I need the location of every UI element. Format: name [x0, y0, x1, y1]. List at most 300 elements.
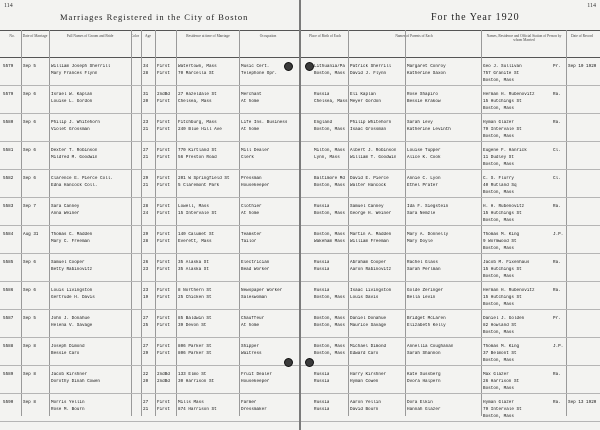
right-page-title: For the Year 1920: [431, 12, 520, 23]
cell-g-occ: Merchant: [241, 92, 262, 97]
cell-g-mother: Ida F. Siegstein: [407, 204, 449, 209]
cell-off3: Boston, Mass: [483, 78, 514, 83]
cell-g-res: Mills Mass: [178, 400, 204, 405]
cell-g-mother: Kate Sussberg: [407, 372, 441, 377]
cell-b-nth: First: [157, 267, 170, 272]
table-row: [0, 114, 299, 142]
cell-b-mother: Bella Levin: [407, 295, 436, 300]
cell-b-age: 21: [143, 407, 149, 412]
cell-b-age: 20: [143, 99, 149, 104]
cell-date: Aug 31: [23, 232, 39, 237]
cell-no: 5585: [3, 260, 14, 265]
cell-off2: 757 Granite St: [483, 71, 520, 76]
cell-b-age: 29: [143, 351, 149, 356]
cell-bride: Violet Grossman: [51, 127, 90, 132]
cell-g-occ: Shipper: [241, 344, 260, 349]
cell-off3: Boston, Mass: [483, 162, 514, 167]
cell-g-occ: Clothier: [241, 204, 262, 209]
cell-b-nth: First: [157, 71, 170, 76]
cell-b-occ: Telephone Opr.: [241, 71, 278, 76]
cell-groom: Jacob Kirshner: [51, 372, 88, 377]
cell-g-occ: Mill Dealer: [241, 148, 270, 153]
header-residence: Residence at time of Marriage: [186, 34, 230, 38]
cell-date: Sep 8: [23, 372, 36, 377]
cell-b-age: 21: [143, 127, 149, 132]
cell-off-role: J.P.: [553, 232, 564, 237]
cell-g-mother: Annie C. Lyon: [407, 176, 441, 181]
table-row: [301, 170, 600, 198]
cell-off3: Boston, Mass: [483, 246, 514, 251]
cell-g-birth: England: [314, 120, 333, 125]
cell-no: 5580: [3, 120, 14, 125]
cell-g-nth: First: [157, 176, 170, 181]
cell-g-nth: 2ndBd: [157, 92, 170, 97]
cell-off2: 15 Hutchings St: [483, 211, 522, 216]
cell-bride: Mary C. Freeman: [51, 239, 90, 244]
cell-groom: Israel W. Kaplan: [51, 92, 93, 97]
cell-g-mother: Annellia Coughanan: [407, 344, 454, 349]
table-row: [301, 58, 600, 86]
header-record: Date of Record: [571, 34, 593, 38]
cell-b-mother: Katherine Saxon: [407, 71, 446, 76]
cell-groom: Joseph Dimond: [51, 344, 85, 349]
cell-date: Sep 7: [23, 204, 36, 209]
right-column-headers: [301, 30, 600, 58]
cell-b-age: 24: [143, 211, 149, 216]
cell-off1: Eugene F. Hanrick: [483, 148, 527, 153]
cell-off3: Boston, Mass: [483, 106, 514, 111]
cell-g-mother: Sarah Levy: [407, 120, 433, 125]
cell-g-birth: Russia: [314, 400, 330, 405]
cell-g-age: 27: [143, 400, 149, 405]
cell-off2: 79 Intervale St: [483, 127, 522, 132]
cell-groom: Clarence E. Pierce Coll.: [51, 176, 113, 181]
cell-b-age: 21: [143, 155, 149, 160]
cell-off1: H. H. Rubenovitz: [483, 204, 525, 209]
cell-b-birth: Boston, Mass: [314, 183, 345, 188]
cell-g-res: 133 Elmo St: [178, 372, 207, 377]
cell-groom: Dexter T. Robinson: [51, 148, 98, 153]
cell-b-father: Aaron Rabinovitz: [350, 267, 392, 272]
cell-b-mother: Hannah Glazer: [407, 407, 441, 412]
table-row: [0, 282, 299, 310]
cell-g-nth: First: [157, 64, 170, 69]
cell-g-res: 8 Northern St: [178, 288, 212, 293]
table-row: [0, 86, 299, 114]
cell-b-occ: Bead Worker: [241, 267, 270, 272]
cell-b-nth: First: [157, 155, 170, 160]
cell-g-mother: Rachel Glass: [407, 260, 438, 265]
cell-off3: Boston, Mass: [483, 386, 514, 391]
cell-b-father: Walter Hancock: [350, 183, 387, 188]
cell-b-occ: Dressmaker: [241, 407, 267, 412]
cell-g-age: 27: [143, 148, 149, 153]
cell-b-father: Isaac Grossman: [350, 127, 387, 132]
cell-b-father: Maurice Savage: [350, 323, 387, 328]
table-row: [0, 198, 299, 226]
cell-bride: Helena V. Savage: [51, 323, 93, 328]
cell-no: 5583: [3, 204, 14, 209]
cell-b-mother: Bessie Krakow: [407, 99, 441, 104]
cell-b-father: William Freeman: [350, 239, 389, 244]
right-page: [301, 0, 600, 430]
table-row: [0, 310, 299, 338]
cell-date: Sep 8: [23, 344, 36, 349]
cell-b-nth: 2ndBd: [157, 379, 170, 384]
cell-bride: Mary Frances Flynn: [51, 71, 98, 76]
cell-b-mother: Sarah Perlman: [407, 267, 441, 272]
cell-groom: Sara Canney: [51, 204, 80, 209]
cell-b-res: Chelsea, Mass: [178, 99, 212, 104]
cell-g-father: Patrick Sherrill: [350, 64, 392, 69]
table-row: [0, 254, 299, 282]
table-row: [0, 58, 299, 86]
cell-g-father: Michael Dimond: [350, 344, 387, 349]
cell-g-mother: Rose Shapiro: [407, 92, 438, 97]
cell-b-mother: Elizabeth Kelly: [407, 323, 446, 328]
cell-off2: 15 Hutchings St: [483, 267, 522, 272]
cell-g-mother: Bridget McLaren: [407, 316, 446, 321]
cell-g-birth: Russia: [314, 204, 330, 209]
cell-g-father: Aaron Yellin: [350, 400, 381, 405]
cell-b-father: David Bourn: [350, 407, 379, 412]
cell-off1: Max Glazer: [483, 372, 509, 377]
cell-g-occ: Pressman: [241, 176, 262, 181]
cell-b-birth: Chelsea, Mass: [314, 99, 348, 104]
cell-off-role: Cl.: [553, 148, 561, 153]
cell-g-age: 23: [143, 288, 149, 293]
cell-date: Sep 6: [23, 176, 36, 181]
left-page-title: Marriages Registered in the City of Boston: [60, 12, 249, 22]
cell-off2: 82 Howland St: [483, 323, 517, 328]
cell-g-father: Eli Kaplan: [350, 92, 376, 97]
cell-no: 5590: [3, 400, 14, 405]
cell-b-nth: First: [157, 351, 170, 356]
cell-b-res: Everett, Mass: [178, 239, 212, 244]
cell-b-res: 56 Preston Road: [178, 155, 217, 160]
cell-g-birth: Boston, Mass: [314, 232, 345, 237]
cell-b-occ: At home: [241, 99, 260, 104]
cell-date: Sep 8: [23, 400, 36, 405]
cell-off1: Daniel J. Golden: [483, 316, 525, 321]
binding-hole: [284, 358, 293, 367]
table-row: [301, 394, 600, 422]
cell-g-birth: Russia: [314, 372, 330, 377]
cell-g-father: Abraham Cooper: [350, 260, 387, 265]
cell-g-res: 770 Kirtland St: [178, 148, 217, 153]
cell-bride: Betty Rabinovitz: [51, 267, 93, 272]
cell-b-occ: Waitress: [241, 351, 262, 356]
cell-no: 5587: [3, 316, 14, 321]
table-row: [0, 394, 299, 422]
cell-off1: Hyman Glazer: [483, 120, 514, 125]
cell-off2: 26 Harrison St: [483, 379, 520, 384]
cell-g-occ: Newspaper Worker: [241, 288, 283, 293]
cell-date: Sep 5: [23, 64, 36, 69]
cell-off2: 79 Intervale St: [483, 407, 522, 412]
cell-g-nth: First: [157, 260, 170, 265]
cell-b-res: 30 Harrison St: [178, 379, 215, 384]
cell-g-occ: Teamster: [241, 232, 262, 237]
cell-g-father: Harry Kirshner: [350, 372, 387, 377]
cell-b-age: 28: [143, 239, 149, 244]
cell-off-role: Pr.: [553, 316, 561, 321]
cell-b-birth: Russia: [314, 407, 330, 412]
binding-hole: [305, 358, 314, 367]
cell-off3: Boston, Mass: [483, 218, 514, 223]
cell-bride: Rose M. Bourn: [51, 407, 85, 412]
cell-b-age: 20: [143, 379, 149, 384]
cell-g-age: 34: [143, 64, 149, 69]
cell-b-mother: Alice K. Cook: [407, 155, 441, 160]
cell-b-birth: Boston, Mass: [314, 127, 345, 132]
cell-g-nth: First: [157, 232, 170, 237]
cell-g-father: David E. Pierce: [350, 176, 389, 181]
cell-date: Sep 6: [23, 288, 36, 293]
cell-g-res: 35 Alaska St: [178, 260, 209, 265]
cell-groom: William Joseph Sherrill: [51, 64, 111, 69]
cell-b-occ: At home: [241, 211, 260, 216]
cell-off1: C. S. Flurry: [483, 176, 514, 181]
table-row: [0, 226, 299, 254]
cell-off-role: Ra.: [553, 372, 561, 377]
cell-no: 5582: [3, 176, 14, 181]
cell-rec: Sep 10 1920: [568, 64, 597, 69]
cell-b-occ: Clerk: [241, 155, 254, 160]
cell-off1: Herman H. Rubenovitz: [483, 92, 535, 97]
cell-date: Sep 6: [23, 260, 36, 265]
cell-b-birth: Russia: [314, 379, 330, 384]
left-column-headers: [0, 30, 299, 58]
cell-off1: Thomas M. King: [483, 344, 520, 349]
cell-g-mother: Louise Tupper: [407, 148, 441, 153]
cell-g-mother: Golde Zeringer: [407, 288, 444, 293]
cell-g-father: Philip Whitehorn: [350, 120, 392, 125]
cell-g-res: Watertown, Mass: [178, 64, 217, 69]
cell-b-father: George H. Weiner: [350, 211, 392, 216]
cell-g-res: 85 Baldwin St: [178, 316, 212, 321]
left-page: [0, 0, 299, 430]
cell-g-age: 26: [143, 260, 149, 265]
cell-bride: Edna Hancock Coll.: [51, 183, 98, 188]
cell-b-father: William T. Goodwin: [350, 155, 397, 160]
cell-g-occ: Farmer: [241, 400, 257, 405]
cell-g-birth: Lithuania/Pa: [314, 64, 345, 69]
table-row: [301, 198, 600, 226]
cell-no: 5589: [3, 372, 14, 377]
cell-b-nth: First: [157, 99, 170, 104]
cell-g-birth: Boston, Mass: [314, 344, 345, 349]
table-row: [0, 366, 299, 394]
cell-b-res: 70 Marcella St: [178, 71, 215, 76]
cell-b-birth: Boston, Mass: [314, 351, 345, 356]
cell-b-mother: Sarah Shannon: [407, 351, 441, 356]
cell-g-father: Albert J. Robinson: [350, 148, 397, 153]
cell-b-nth: First: [157, 183, 170, 188]
cell-g-mother: Mary A. Donnelly: [407, 232, 449, 237]
cell-off3: Boston, Mass: [483, 414, 514, 419]
cell-off2: 40 Rutland Sq: [483, 183, 517, 188]
cell-off1: Geo J. Sullivan: [483, 64, 522, 69]
cell-g-birth: Milton, Mass: [314, 148, 345, 153]
cell-g-occ: Electrician: [241, 260, 270, 265]
cell-b-occ: At home: [241, 323, 260, 328]
cell-g-res: 806 Parker St: [178, 344, 212, 349]
cell-off-role: J.P.: [553, 344, 564, 349]
cell-no: 5586: [3, 288, 14, 293]
cell-g-birth: Russia: [314, 92, 330, 97]
cell-bride: Dorothy Dinah Cowen: [51, 379, 100, 384]
cell-b-mother: Dvora Halpern: [407, 379, 441, 384]
table-row: [301, 338, 600, 366]
cell-b-res: 240 Blue Hill Ave: [178, 127, 222, 132]
header-birth: Place of Birth of Each: [309, 34, 341, 38]
cell-no: 5579: [3, 64, 14, 69]
cell-g-birth: Russia: [314, 260, 330, 265]
table-row: [0, 170, 299, 198]
cell-b-res: 874 Harrison St: [178, 407, 217, 412]
cell-g-father: Isaac Livingston: [350, 288, 392, 293]
binding-hole: [284, 62, 293, 71]
cell-g-father: Daniel Donahue: [350, 316, 387, 321]
cell-g-nth: First: [157, 316, 170, 321]
header-age: Age: [145, 34, 151, 38]
cell-b-age: 28: [143, 71, 149, 76]
cell-b-occ: Housekeeper: [241, 183, 270, 188]
cell-b-father: Meyer Gordon: [350, 99, 381, 104]
cell-no: 5579: [3, 92, 14, 97]
cell-no: 5584: [3, 232, 14, 237]
cell-bride: Gertrude H. Davis: [51, 295, 95, 300]
cell-b-occ: At home: [241, 127, 260, 132]
table-row: [301, 114, 600, 142]
cell-g-occ: Fruit Dealer: [241, 372, 272, 377]
table-row: [0, 142, 299, 170]
cell-off-role: Ra.: [553, 260, 561, 265]
table-row: [301, 254, 600, 282]
cell-off2: 37 Belmont St: [483, 351, 517, 356]
cell-b-res: 5 Claremont Park: [178, 183, 220, 188]
cell-g-age: 27: [143, 344, 149, 349]
cell-b-mother: Sara Nemzle: [407, 211, 436, 216]
cell-g-res: Lowell, Mass: [178, 204, 209, 209]
cell-off1: Thomas M. King: [483, 232, 520, 237]
cell-off3: Boston, Mass: [483, 190, 514, 195]
cell-b-father: Louis Davis: [350, 295, 379, 300]
table-row: [301, 310, 600, 338]
cell-g-occ: Life Ins. Business: [241, 120, 288, 125]
left-page-number: 114: [4, 3, 13, 9]
cell-b-nth: First: [157, 239, 170, 244]
header-no: No.: [9, 34, 15, 38]
cell-date: Sep 5: [23, 316, 36, 321]
table-row: [301, 226, 600, 254]
cell-groom: Morris Yellin: [51, 400, 85, 405]
cell-g-nth: First: [157, 288, 170, 293]
cell-g-mother: Margaret Conroy: [407, 64, 446, 69]
cell-g-occ: Music Cert.: [241, 64, 270, 69]
cell-g-age: 28: [143, 204, 149, 209]
cell-no: 5581: [3, 148, 14, 153]
header-names: Full Names of Groom and Bride: [66, 34, 114, 38]
header-date: Date of Marriage: [22, 34, 48, 38]
cell-g-age: 27: [143, 316, 149, 321]
cell-b-nth: First: [157, 295, 170, 300]
cell-off3: Boston, Mass: [483, 274, 514, 279]
cell-b-res: 35 Alaska St: [178, 267, 209, 272]
cell-g-res: 201 W Springfield St: [178, 176, 230, 181]
cell-b-birth: Boston, Mass: [314, 323, 345, 328]
table-row: [301, 142, 600, 170]
cell-b-father: David J. Flynn: [350, 71, 387, 76]
cell-b-res: 806 Parker St: [178, 351, 212, 356]
header-parents: Names of Parents of Each: [395, 34, 433, 38]
cell-g-father: Martin A. Madden: [350, 232, 392, 237]
cell-b-occ: Tailor: [241, 239, 257, 244]
cell-g-age: 29: [143, 232, 149, 237]
table-row: [301, 86, 600, 114]
cell-rec: Sep 13 1920: [568, 400, 597, 405]
cell-b-nth: First: [157, 127, 170, 132]
cell-b-birth: Wakeham Mass: [314, 239, 345, 244]
cell-g-occ: Chauffeur: [241, 316, 265, 321]
cell-b-nth: First: [157, 407, 170, 412]
cell-bride: Mildred M. Goodwin: [51, 155, 98, 160]
cell-b-birth: Boston, Mass: [314, 295, 345, 300]
cell-off-role: Pr.: [553, 64, 561, 69]
cell-bride: Anna Weiner: [51, 211, 80, 216]
cell-off-role: Ra.: [553, 120, 561, 125]
cell-off-role: Ra.: [553, 92, 561, 97]
cell-g-nth: 2ndBd: [157, 372, 170, 377]
cell-off-role: Ra.: [553, 288, 561, 293]
cell-groom: Samuel Cooper: [51, 260, 85, 265]
cell-g-age: 31: [143, 92, 149, 97]
cell-off1: Herman H. Rubenovitz: [483, 288, 535, 293]
table-row: [301, 366, 600, 394]
cell-off2: 9 Wormwood St: [483, 239, 517, 244]
cell-bride: Louise L. Gordon: [51, 99, 93, 104]
cell-off3: Boston, Mass: [483, 134, 514, 139]
cell-off2: 15 Hutchings St: [483, 295, 522, 300]
cell-b-nth: First: [157, 211, 170, 216]
cell-g-age: 29: [143, 176, 149, 181]
cell-date: Sep 6: [23, 92, 36, 97]
cell-off-role: Ra.: [553, 400, 561, 405]
cell-off3: Boston, Mass: [483, 330, 514, 335]
cell-off3: Boston, Mass: [483, 358, 514, 363]
cell-groom: Thomas C. Madden: [51, 232, 93, 237]
right-page-number: 114: [587, 3, 596, 9]
cell-b-father: Hyman Cowen: [350, 379, 379, 384]
cell-b-age: 19: [143, 295, 149, 300]
cell-b-age: 23: [143, 267, 149, 272]
cell-g-nth: First: [157, 120, 170, 125]
cell-b-age: 21: [143, 183, 149, 188]
cell-off2: 11 Dudley St: [483, 155, 514, 160]
header-officiant: Names, Residence and Official Station of Person by whom Married: [486, 34, 562, 43]
cell-b-res: 15 Intervale St: [178, 211, 217, 216]
cell-off-role: Cl.: [553, 176, 561, 181]
cell-b-birth: Russia: [314, 267, 330, 272]
cell-groom: John J. Donahue: [51, 316, 90, 321]
cell-date: Sep 6: [23, 148, 36, 153]
cell-g-nth: First: [157, 204, 170, 209]
cell-g-birth: Russia: [314, 288, 330, 293]
cell-g-birth: Baltimore Md: [314, 176, 345, 181]
cell-off2: 15 Hutchings St: [483, 99, 522, 104]
cell-groom: Louis Livingston: [51, 288, 93, 293]
